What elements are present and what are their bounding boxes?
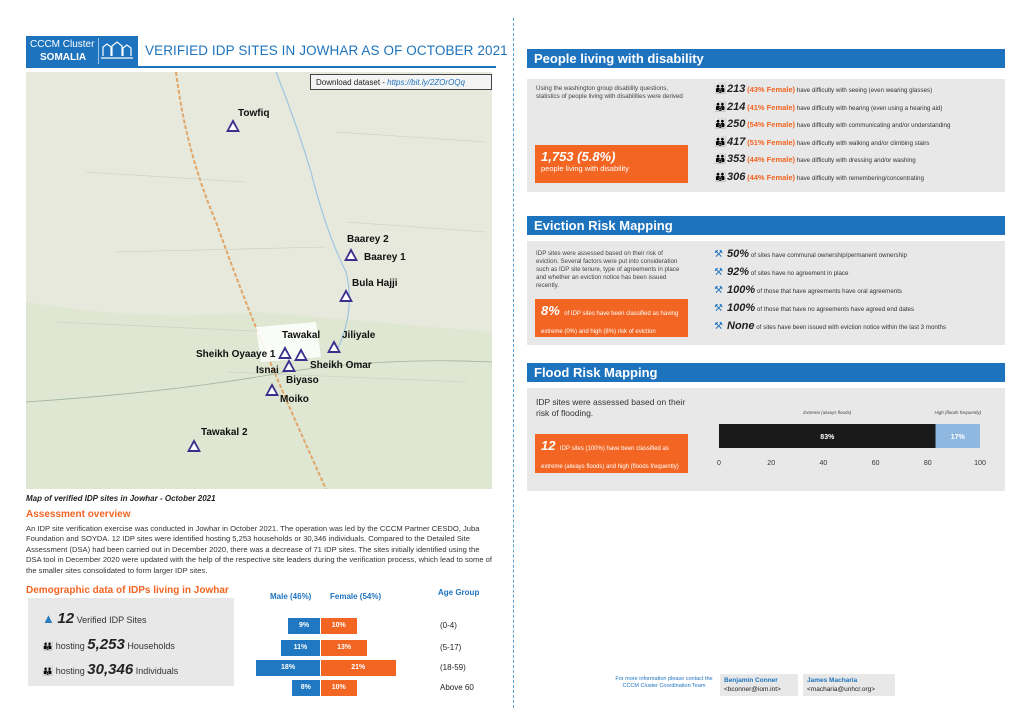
site-label: Tawakal xyxy=(282,330,321,341)
eviction-row xyxy=(714,302,914,314)
contact1-name: Benjamin Conner xyxy=(724,677,778,684)
eviction-text: of those that have no agreements have agreed end dates xyxy=(756,306,915,313)
download-link[interactable]: https://bit.ly/2ZOrOQq xyxy=(387,78,465,87)
eviction-icon: ⚒ xyxy=(714,285,723,296)
eviction-icon: ⚒ xyxy=(714,303,723,314)
contact-2 xyxy=(803,674,895,696)
disability-female-pct: (44% Female) xyxy=(747,172,796,182)
flood-x-tick: 60 xyxy=(871,460,880,467)
person-icon: 👪 xyxy=(714,101,727,113)
site-pin-sheikh-oyaaye[interactable] xyxy=(278,346,292,359)
disability-row xyxy=(714,171,924,183)
hh-label: Households xyxy=(127,641,175,651)
person-icon: 👪 xyxy=(714,84,727,95)
age-group-label: (0-4) xyxy=(440,621,457,630)
eviction-value: 50% xyxy=(727,248,750,260)
eviction-heading: Eviction Risk Mapping xyxy=(527,216,1005,235)
flood-legend-high: High (floods frequently) xyxy=(934,410,982,415)
flood-panel xyxy=(527,388,1005,491)
flood-bar-label: 83% xyxy=(820,434,835,441)
disability-text: have difficulty with hearing (even using a hearing aid) xyxy=(796,104,943,112)
ind-prefix: hosting xyxy=(55,666,85,676)
disability-female-pct: (51% Female) xyxy=(747,137,796,147)
age-group-label: (5-17) xyxy=(440,643,462,652)
flood-chart xyxy=(712,400,992,490)
tent-icon: ▲ xyxy=(42,611,55,626)
eviction-panel xyxy=(527,241,1005,345)
disability-row xyxy=(714,118,950,130)
disability-row xyxy=(714,153,916,165)
download-label: Download dataset - xyxy=(316,78,388,87)
eviction-value: 100% xyxy=(727,284,756,296)
assessment-heading: Assessment overview xyxy=(26,509,131,520)
sites-label: Verified IDP Sites xyxy=(76,615,147,625)
family-icon: 👪 xyxy=(42,641,54,651)
disability-total-label: people living with disability xyxy=(541,164,629,173)
site-map[interactable] xyxy=(26,72,492,489)
age-group-label: (18-59) xyxy=(440,663,466,672)
disability-panel xyxy=(527,79,1005,192)
eviction-text: of sites have communal ownership/permanent ownership xyxy=(750,252,907,259)
site-pin-sheikh-omar[interactable] xyxy=(294,348,308,361)
eviction-box xyxy=(535,299,688,337)
disability-row xyxy=(714,101,943,113)
eviction-row xyxy=(714,320,946,332)
male-bar: 11% xyxy=(281,640,320,656)
disability-count: 214 xyxy=(727,100,746,113)
person-icon: 👪 xyxy=(714,154,727,165)
eviction-value: None xyxy=(727,320,755,332)
disability-row xyxy=(714,136,929,148)
flood-x-tick: 80 xyxy=(923,460,932,467)
disability-female-pct: (43% Female) xyxy=(747,85,796,94)
disability-text: have difficulty with dressing and/or washing xyxy=(796,157,916,164)
site-label: Baarey 2 xyxy=(347,234,389,245)
flood-box xyxy=(535,434,688,473)
site-label: Moiko xyxy=(280,394,309,405)
male-bar: 9% xyxy=(288,618,320,634)
hh-prefix: hosting xyxy=(55,641,85,651)
map-background xyxy=(26,72,492,489)
site-pin-tawakal-2[interactable] xyxy=(187,439,201,452)
site-label: Bula Hajji xyxy=(352,278,398,289)
sites-value: 12 xyxy=(57,610,75,627)
site-pin-jiliyale[interactable] xyxy=(327,340,341,353)
female-bar: 13% xyxy=(321,640,367,656)
eviction-row xyxy=(714,266,848,278)
disability-text: have difficulty with seeing (even wearing glasses) xyxy=(796,87,933,94)
disability-count: 417 xyxy=(727,135,746,148)
contact1-email[interactable]: <bconner@iom.int> xyxy=(724,686,781,693)
disability-count: 353 xyxy=(727,153,746,165)
disability-intro: Using the washington group disability questions, statistics of people living with disabilities were derived xyxy=(536,85,683,100)
male-header: Male (46%) xyxy=(270,592,312,601)
disability-text: have difficulty with communicating and/or understanding xyxy=(796,122,951,129)
contact2-name: James Macharia xyxy=(807,677,858,684)
female-bar: 10% xyxy=(321,680,357,696)
male-bar: 8% xyxy=(292,680,320,696)
people-icon: 👪 xyxy=(42,666,54,676)
flood-heading: Flood Risk Mapping xyxy=(527,363,1005,382)
site-pin-bula-hajji[interactable] xyxy=(339,289,353,302)
eviction-row xyxy=(714,284,902,296)
flood-x-tick: 20 xyxy=(767,460,776,467)
flood-x-tick: 0 xyxy=(717,460,721,467)
sites-row xyxy=(42,610,146,627)
age-header: Age Group xyxy=(438,588,480,597)
flood-intro: IDP sites were assessed based on their risk of flooding. xyxy=(536,397,686,418)
eviction-text: of sites have no agreement in place xyxy=(750,270,849,277)
site-label: Towfiq xyxy=(238,108,270,119)
disability-heading: People living with disability xyxy=(527,49,1005,68)
age-group-label: Above 60 xyxy=(440,683,474,692)
site-pin-moiko[interactable] xyxy=(265,383,279,396)
person-icon: 👪 xyxy=(714,171,727,183)
site-label: Sheikh Oyaaye 1 xyxy=(196,349,276,360)
female-header: Female (54%) xyxy=(330,592,382,601)
female-bar: 10% xyxy=(321,618,357,634)
column-divider xyxy=(513,18,514,708)
contact2-email[interactable]: <macharia@unhcr.org> xyxy=(807,686,876,693)
eviction-value: 100% xyxy=(727,302,756,314)
flood-x-tick: 40 xyxy=(819,460,828,467)
male-bar: 18% xyxy=(256,660,320,676)
eviction-text: of those that have agreements have oral agreements xyxy=(756,288,903,295)
flood-x-tick: 100 xyxy=(974,460,986,467)
site-label: Biyaso xyxy=(286,375,319,386)
ind-value: 30,346 xyxy=(87,661,134,678)
site-label: Sheikh Omar xyxy=(310,360,372,371)
person-icon: 👪 xyxy=(714,119,727,130)
eviction-icon: ⚒ xyxy=(714,249,723,260)
cccm-logo xyxy=(26,36,138,66)
female-bar: 21% xyxy=(321,660,396,676)
eviction-intro: IDP sites were assessed based on their risk of eviction. Several factors were put into consideration such as IDP site tenure, type of agreements in place and whether an eviction notice has been issued recently. xyxy=(536,250,680,289)
site-label: Isnai xyxy=(256,365,279,376)
disability-text: have difficulty with remembering/concentrating xyxy=(796,174,924,182)
flood-bar-label: 17% xyxy=(950,434,965,441)
eviction-box-value: 8% xyxy=(541,303,560,318)
disability-count: 306 xyxy=(727,170,746,183)
demographic-heading: Demographic data of IDPs living in Jowhar xyxy=(26,585,229,596)
individuals-row xyxy=(42,661,178,678)
download-dataset xyxy=(310,74,492,90)
eviction-value: 92% xyxy=(727,266,750,278)
flood-legend-extreme: Extreme (always floods) xyxy=(803,410,852,415)
logo-line1: CCCM Cluster xyxy=(30,39,95,50)
site-label: Baarey 1 xyxy=(364,252,406,263)
households-row xyxy=(42,636,175,653)
disability-female-pct: (54% Female) xyxy=(747,120,796,129)
map-caption: Map of verified IDP sites in Jowhar - October 2021 xyxy=(26,494,216,503)
flood-box-value: 12 xyxy=(541,438,556,453)
disability-total: 1,753 (5.8%) xyxy=(541,149,616,164)
page-title: VERIFIED IDP SITES IN JOWHAR AS OF OCTOBER 2021 xyxy=(145,43,508,58)
logo-line2: SOMALIA xyxy=(40,52,87,63)
disability-row xyxy=(714,83,932,95)
eviction-icon: ⚒ xyxy=(714,321,723,332)
site-pin-towfiq[interactable] xyxy=(226,119,240,132)
demographic-summary xyxy=(28,598,234,686)
person-icon: 👪 xyxy=(714,136,727,148)
disability-female-pct: (44% Female) xyxy=(747,155,796,164)
title-underline xyxy=(26,66,496,68)
flood-box-text: IDP sites (100%) have been classified as extreme (always floods) and high (floods frequently) xyxy=(541,446,679,470)
eviction-row xyxy=(714,248,907,260)
disability-total-box xyxy=(535,145,688,183)
contact-1 xyxy=(720,674,798,696)
disability-text: have difficulty with walking and/or climbing stairs xyxy=(796,139,930,147)
site-pin-isnai[interactable] xyxy=(282,359,296,372)
eviction-box-text: of IDP sites have been classified as having extreme (0%) and high (8%) risk of eviction xyxy=(541,311,679,335)
hh-value: 5,253 xyxy=(87,636,125,653)
footer-info: For more information please contact the CCCM Cluster Coordination Team xyxy=(615,676,713,689)
eviction-text: of sites have been issued with eviction notice within the last 3 months xyxy=(756,324,947,331)
disability-count: 213 xyxy=(727,83,746,95)
logo-emblem-icon xyxy=(98,38,134,64)
disability-count: 250 xyxy=(727,118,746,130)
site-label: Jiliyale xyxy=(342,330,376,341)
site-pin-baarey[interactable] xyxy=(344,248,358,261)
ind-label: Individuals xyxy=(135,666,179,676)
disability-female-pct: (41% Female) xyxy=(747,102,796,112)
site-label: Tawakal 2 xyxy=(201,427,248,438)
assessment-text: An IDP site verification exercise was conducted in Jowhar in October 2021. The operation was led by the CCCM Partner CESDO, Juba Foundation and SOYDA. 12 IDP sites were identified hosting 5,253 households or 30,346 individuals. Compared to the Detailed Site Assessment (DSA) had been carried out in December 2020, there was a decrease of 71 IDP sites. The sites initially identified using the DSA tool in December 2020 were updated with the help of the respective site leaders during the verification process, which lead to some of the smaller sites consolidated to form larger IDP sites. xyxy=(26,524,493,575)
eviction-icon: ⚒ xyxy=(714,267,723,278)
